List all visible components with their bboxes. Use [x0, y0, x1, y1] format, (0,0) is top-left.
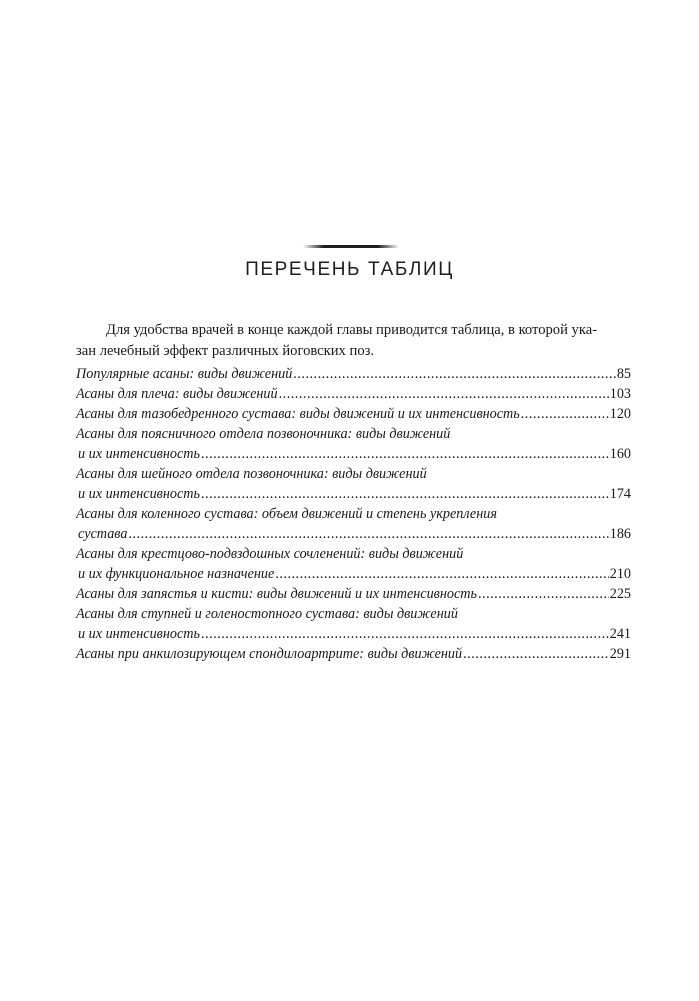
intro-paragraph [76, 320, 631, 362]
dot-leader [478, 584, 609, 604]
toc-entry[interactable] [76, 584, 631, 604]
toc-entry-title-continued: и их интенсивность [78, 626, 200, 642]
dot-leader [275, 564, 608, 584]
toc-page-number: 160 [609, 446, 631, 462]
toc-entry-title-continued: и их интенсивность [78, 486, 200, 502]
toc-entry-title: Асаны для ступней и голеностопного сустава: виды движений [76, 606, 458, 622]
intro-line-1: Для удобства врачей в конце каждой главы приводится таблица, в которой ука- [106, 322, 598, 338]
toc-entry[interactable] [76, 504, 631, 544]
toc-entry-title: Асаны для шейного отдела позвоночника: виды движений [76, 466, 427, 482]
toc-entry[interactable] [76, 644, 631, 664]
toc-entry-title: Асаны для тазобедренного сустава: виды движений и их интенсивность [76, 406, 520, 422]
toc-entry[interactable] [76, 424, 631, 464]
toc-entry[interactable] [76, 364, 631, 384]
dot-leader [201, 484, 609, 504]
toc-entry[interactable] [76, 604, 631, 644]
toc-entry-title: Асаны для крестцово-подвздошных сочленений: виды движений [76, 546, 464, 562]
toc-entry-title-continued: и их интенсивность [78, 446, 200, 462]
toc-entry-title-continued: и их функциональное назначение [78, 566, 275, 582]
toc-page-number: 120 [609, 406, 631, 422]
dot-leader [293, 364, 616, 384]
toc-page-number: 174 [609, 486, 631, 502]
toc-page-number: 186 [609, 526, 631, 542]
toc-entry-title: Асаны для коленного сустава: объем движений и степень укрепления [76, 506, 497, 522]
toc-page-number: 291 [609, 646, 631, 662]
toc-page-number: 103 [609, 386, 631, 402]
dot-leader [201, 624, 609, 644]
dot-leader [279, 384, 609, 404]
toc-entry[interactable] [76, 544, 631, 584]
heading-rule [303, 245, 399, 248]
toc-page-number: 241 [609, 626, 631, 642]
toc-page-number: 210 [609, 566, 631, 582]
dot-leader [201, 444, 609, 464]
toc-entry-title: Асаны для поясничного отдела позвоночника: виды движений [76, 426, 451, 442]
toc-entry[interactable] [76, 404, 631, 424]
toc-entry-title-continued: сустава [78, 526, 128, 542]
dot-leader [128, 524, 608, 544]
intro-line-2: зан лечебный эффект различных йоговских поз. [76, 343, 375, 359]
toc-entry[interactable] [76, 384, 631, 404]
toc-page-number: 85 [616, 366, 631, 382]
toc-entry-title: Асаны при анкилозирующем спондилоартрите: виды движений [76, 646, 463, 662]
toc-entry[interactable] [76, 464, 631, 504]
toc-entry-title: Асаны для запястья и кисти: виды движений и их интенсивность [76, 586, 477, 602]
page-title: ПЕРЕЧЕНЬ ТАБЛИЦ [245, 259, 454, 280]
toc-page-number: 225 [609, 586, 631, 602]
toc-entry-title: Популярные асаны: виды движений [76, 366, 293, 382]
toc-entry-title: Асаны для плеча: виды движений [76, 386, 278, 402]
table-of-contents [76, 364, 631, 664]
dot-leader [521, 404, 609, 424]
dot-leader [463, 644, 609, 664]
